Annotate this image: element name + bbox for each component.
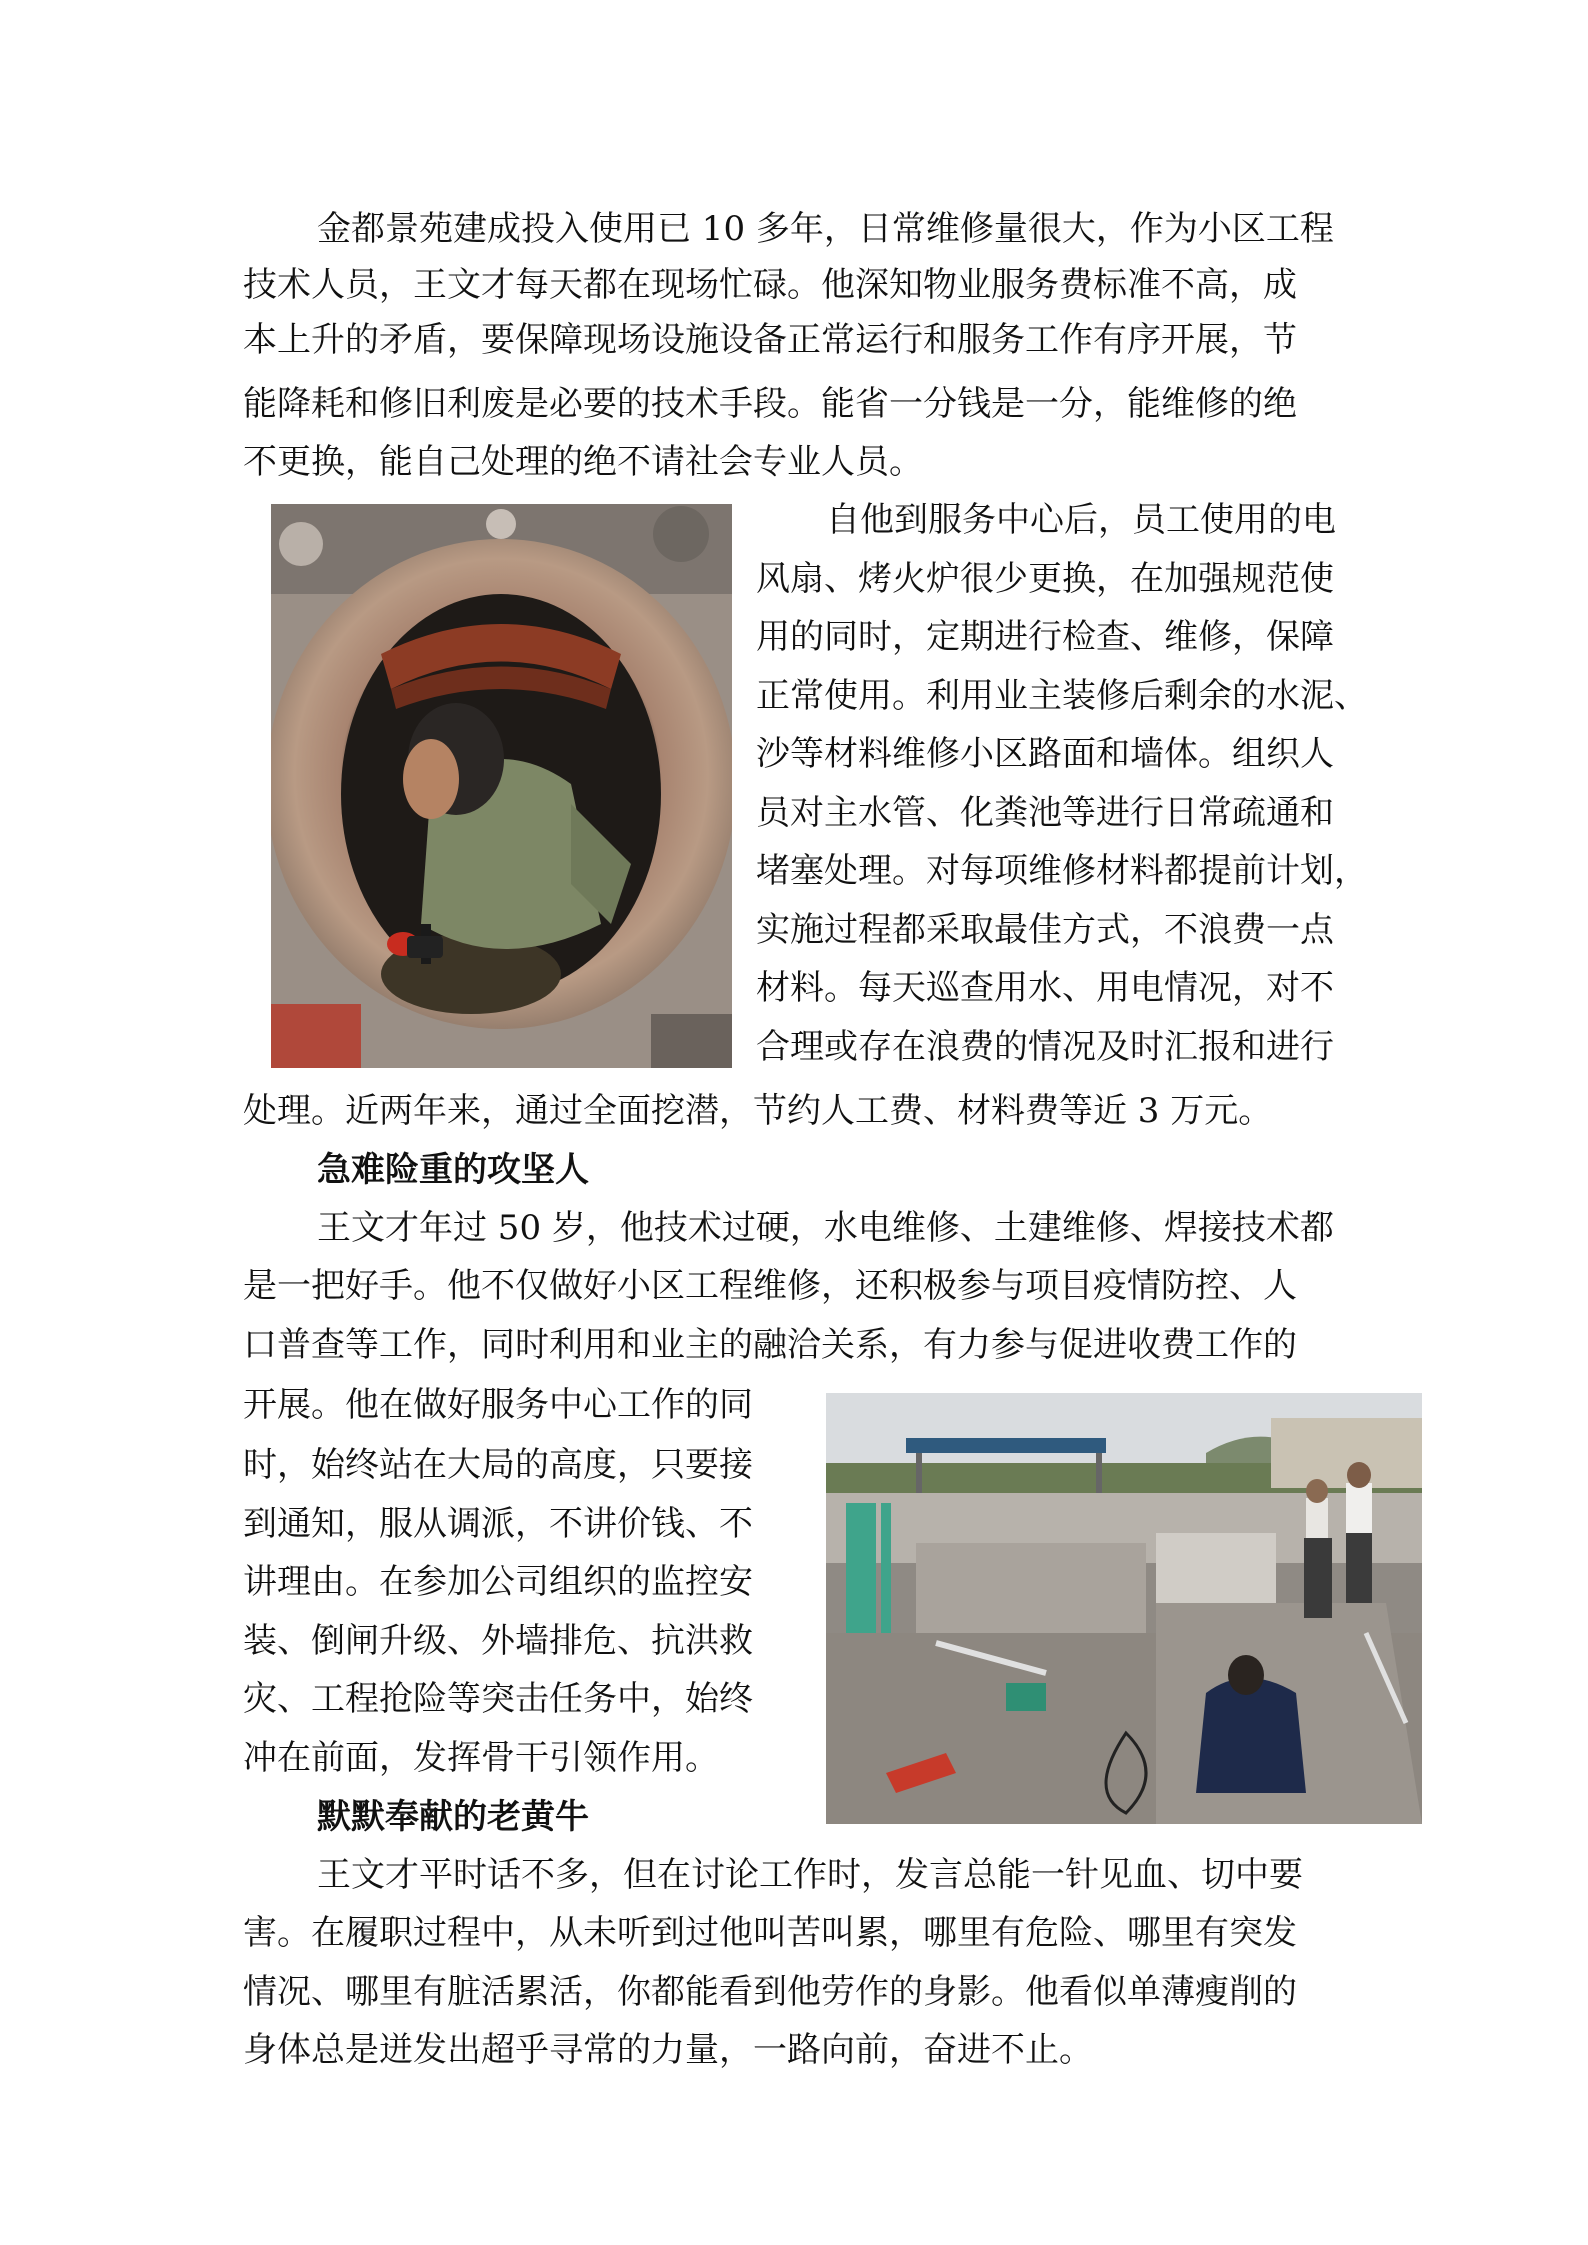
paragraph-2-line: 员对主水管、化粪池等进行日常疏通和 bbox=[756, 793, 1334, 833]
paragraph-4-line: 情况、哪里有脏活累活，你都能看到他劳作的身影。他看似单薄瘦削的 bbox=[243, 1972, 1297, 2012]
paragraph-3-line: 装、倒闸升级、外墙排危、抗洪救 bbox=[243, 1621, 753, 1661]
paragraph-1-line: 本上升的矛盾，要保障现场设施设备正常运行和服务工作有序开展，节 bbox=[243, 320, 1297, 360]
paragraph-3-line: 讲理由。在参加公司组织的监控安 bbox=[243, 1562, 753, 1602]
section-heading: 默默奉献的老黄牛 bbox=[317, 1797, 589, 1837]
paragraph-3-line: 到通知，服从调派，不讲价钱、不 bbox=[243, 1504, 753, 1544]
paragraph-2-line: 实施过程都采取最佳方式，不浪费一点 bbox=[756, 910, 1334, 950]
paragraph-3-line: 时，始终站在大局的高度，只要接 bbox=[243, 1445, 753, 1485]
paragraph-2-line: 材料。每天巡查用水、用电情况，对不 bbox=[756, 968, 1334, 1008]
paragraph-1-line: 金都景苑建成投入使用已 10 多年，日常维修量很大，作为小区工程 bbox=[317, 209, 1334, 249]
section-heading: 急难险重的攻坚人 bbox=[317, 1150, 589, 1190]
paragraph-4-line: 身体总是迸发出超乎寻常的力量，一路向前，奋进不止。 bbox=[243, 2030, 1093, 2070]
manhole-worker-photo bbox=[271, 504, 732, 1068]
paragraph-3-line: 王文才年过 50 岁，他技术过硬，水电维修、土建维修、焊接技术都 bbox=[317, 1208, 1334, 1248]
paragraph-2-line: 用的同时，定期进行检查、维修，保障 bbox=[756, 617, 1334, 657]
rooftop-work-photo bbox=[826, 1393, 1422, 1824]
paragraph-2-line: 自他到服务中心后，员工使用的电 bbox=[826, 500, 1336, 540]
paragraph-3-line: 口普查等工作，同时利用和业主的融洽关系，有力参与促进收费工作的 bbox=[243, 1325, 1297, 1365]
paragraph-3-line: 开展。他在做好服务中心工作的同 bbox=[243, 1385, 753, 1425]
paragraph-2-line: 风扇、烤火炉很少更换，在加强规范使 bbox=[756, 559, 1334, 599]
paragraph-2-line: 堵塞处理。对每项维修材料都提前计划， bbox=[756, 851, 1368, 891]
paragraph-2-line: 合理或存在浪费的情况及时汇报和进行 bbox=[756, 1027, 1334, 1067]
paragraph-2-line: 沙等材料维修小区路面和墙体。组织人 bbox=[756, 734, 1334, 774]
paragraph-1-line: 技术人员，王文才每天都在现场忙碌。他深知物业服务费标准不高，成 bbox=[243, 265, 1297, 305]
paragraph-3-line: 是一把好手。他不仅做好小区工程维修，还积极参与项目疫情防控、人 bbox=[243, 1266, 1297, 1306]
paragraph-2-line: 处理。近两年来，通过全面挖潜，节约人工费、材料费等近 3 万元。 bbox=[243, 1091, 1273, 1131]
paragraph-1-line: 能降耗和修旧利废是必要的技术手段。能省一分钱是一分，能维修的绝 bbox=[243, 384, 1297, 424]
paragraph-4-line: 害。在履职过程中，从未听到过他叫苦叫累，哪里有危险、哪里有突发 bbox=[243, 1913, 1297, 1953]
paragraph-2-line: 正常使用。利用业主装修后剩余的水泥、 bbox=[756, 676, 1368, 716]
paragraph-4-line: 王文才平时话不多，但在讨论工作时，发言总能一针见血、切中要 bbox=[317, 1855, 1303, 1895]
paragraph-3-line: 灾、工程抢险等突击任务中，始终 bbox=[243, 1679, 753, 1719]
paragraph-1-line: 不更换，能自己处理的绝不请社会专业人员。 bbox=[243, 442, 923, 482]
paragraph-3-line: 冲在前面，发挥骨干引领作用。 bbox=[243, 1738, 719, 1778]
